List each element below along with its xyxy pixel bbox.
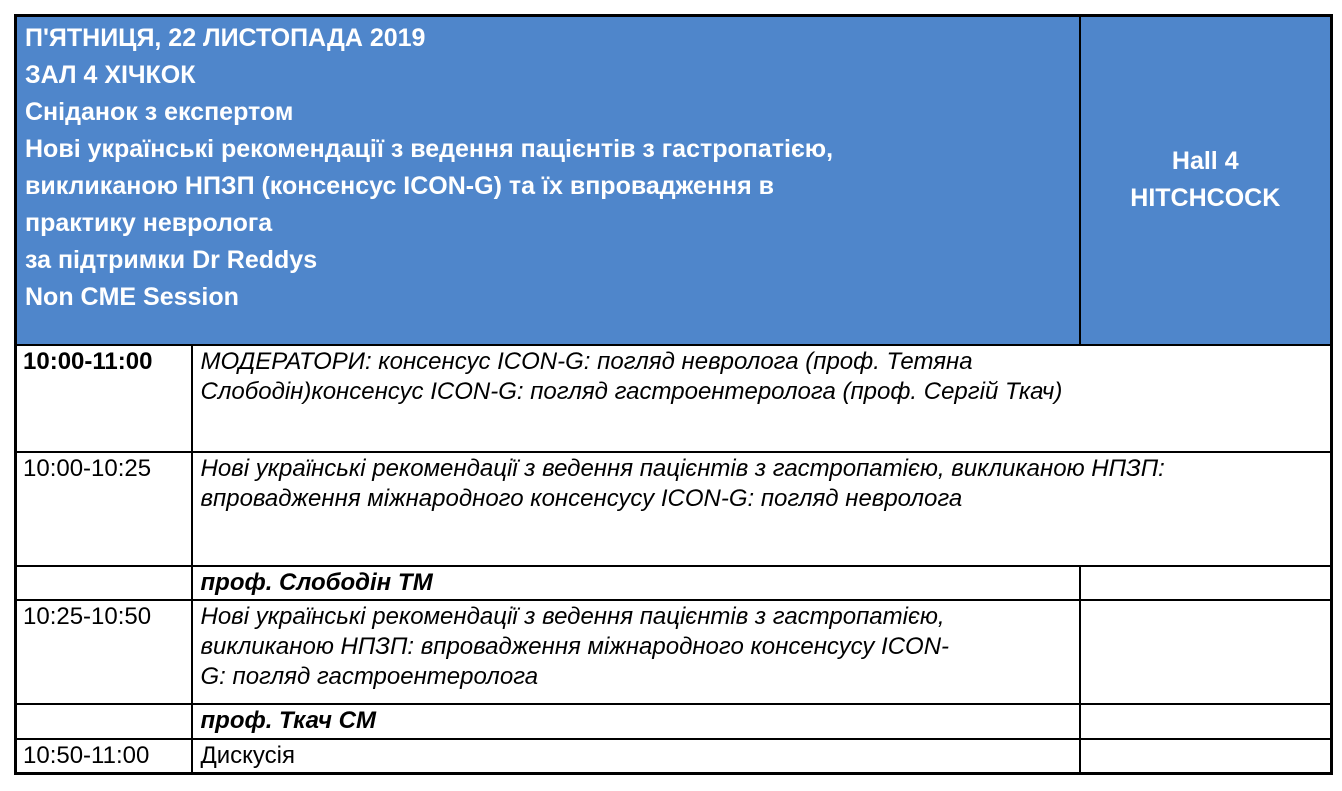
moderators-line-1: МОДЕРАТОРИ: консенсус ICON-G: погляд невролога (проф. Тетяна [200, 347, 973, 375]
moderators-cell [192, 345, 1332, 452]
speaker-cell: проф. Слободін ТМ [192, 566, 1080, 600]
session-type-line: Сніданок з експертом [25, 98, 294, 126]
empty-cell [1080, 704, 1332, 739]
speaker-row-slobodin [16, 566, 1332, 600]
time-cell: 10:25-10:50 [16, 600, 192, 704]
empty-time-cell [16, 566, 192, 600]
session-header-cell [16, 16, 1080, 345]
time-cell: 10:00-10:25 [16, 452, 192, 566]
hall-name-line: HITCHCOCK [1130, 184, 1281, 213]
discussion-row [16, 739, 1332, 774]
hall-number-line: Hall 4 [1171, 147, 1239, 176]
session-title-line-2: викликаною НПЗП (консенсус ICON-G) та їх впровадження в [25, 172, 775, 200]
session-cme-line: Non CME Session [25, 283, 239, 311]
session-sponsor-line: за підтримки Dr Reddys [25, 246, 318, 274]
talk-topic-line-1: Нові українські рекомендації з ведення пацієнтів з гастропатією, викликаною НПЗП: [200, 454, 1165, 482]
session-date-line: П'ЯТНИЦЯ, 22 ЛИСТОПАДА 2019 [25, 24, 426, 52]
conference-schedule-table [14, 14, 1333, 775]
speaker-row-tkach [16, 704, 1332, 739]
session-hall-line: ЗАЛ 4 ХІЧКОК [25, 61, 196, 89]
talk-topic-line-2: впровадження міжнародного консенсусу ICON-G: погляд невролога [200, 484, 963, 512]
talk-row-neurologist [16, 452, 1332, 566]
speaker-cell: проф. Ткач СМ [192, 704, 1080, 739]
talk-topic-cell [192, 600, 1080, 704]
discussion-cell: Дискусія [192, 739, 1080, 774]
moderators-row [16, 345, 1332, 452]
talk-topic-cell [192, 452, 1332, 566]
session-header-row [16, 16, 1332, 345]
moderators-line-2: Слободін)консенсус ICON-G: погляд гастроентеролога (проф. Сергій Ткач) [200, 377, 1063, 405]
session-title-line-3: практику невролога [25, 209, 273, 237]
empty-cell [1080, 739, 1332, 774]
time-cell: 10:50-11:00 [16, 739, 192, 774]
empty-cell [1080, 566, 1332, 600]
time-cell: 10:00-11:00 [16, 345, 192, 452]
hall-cell [1080, 16, 1332, 345]
talk-topic-line-2: викликаною НПЗП: впровадження міжнародного консенсусу ICON- [200, 632, 950, 660]
empty-cell [1080, 600, 1332, 704]
talk-topic-line-1: Нові українські рекомендації з ведення пацієнтів з гастропатією, [200, 602, 945, 630]
empty-time-cell [16, 704, 192, 739]
talk-topic-line-3: G: погляд гастроентеролога [200, 662, 539, 690]
session-title-line-1: Нові українські рекомендації з ведення пацієнтів з гастропатією, [25, 135, 834, 163]
talk-row-gastroenterologist [16, 600, 1332, 704]
